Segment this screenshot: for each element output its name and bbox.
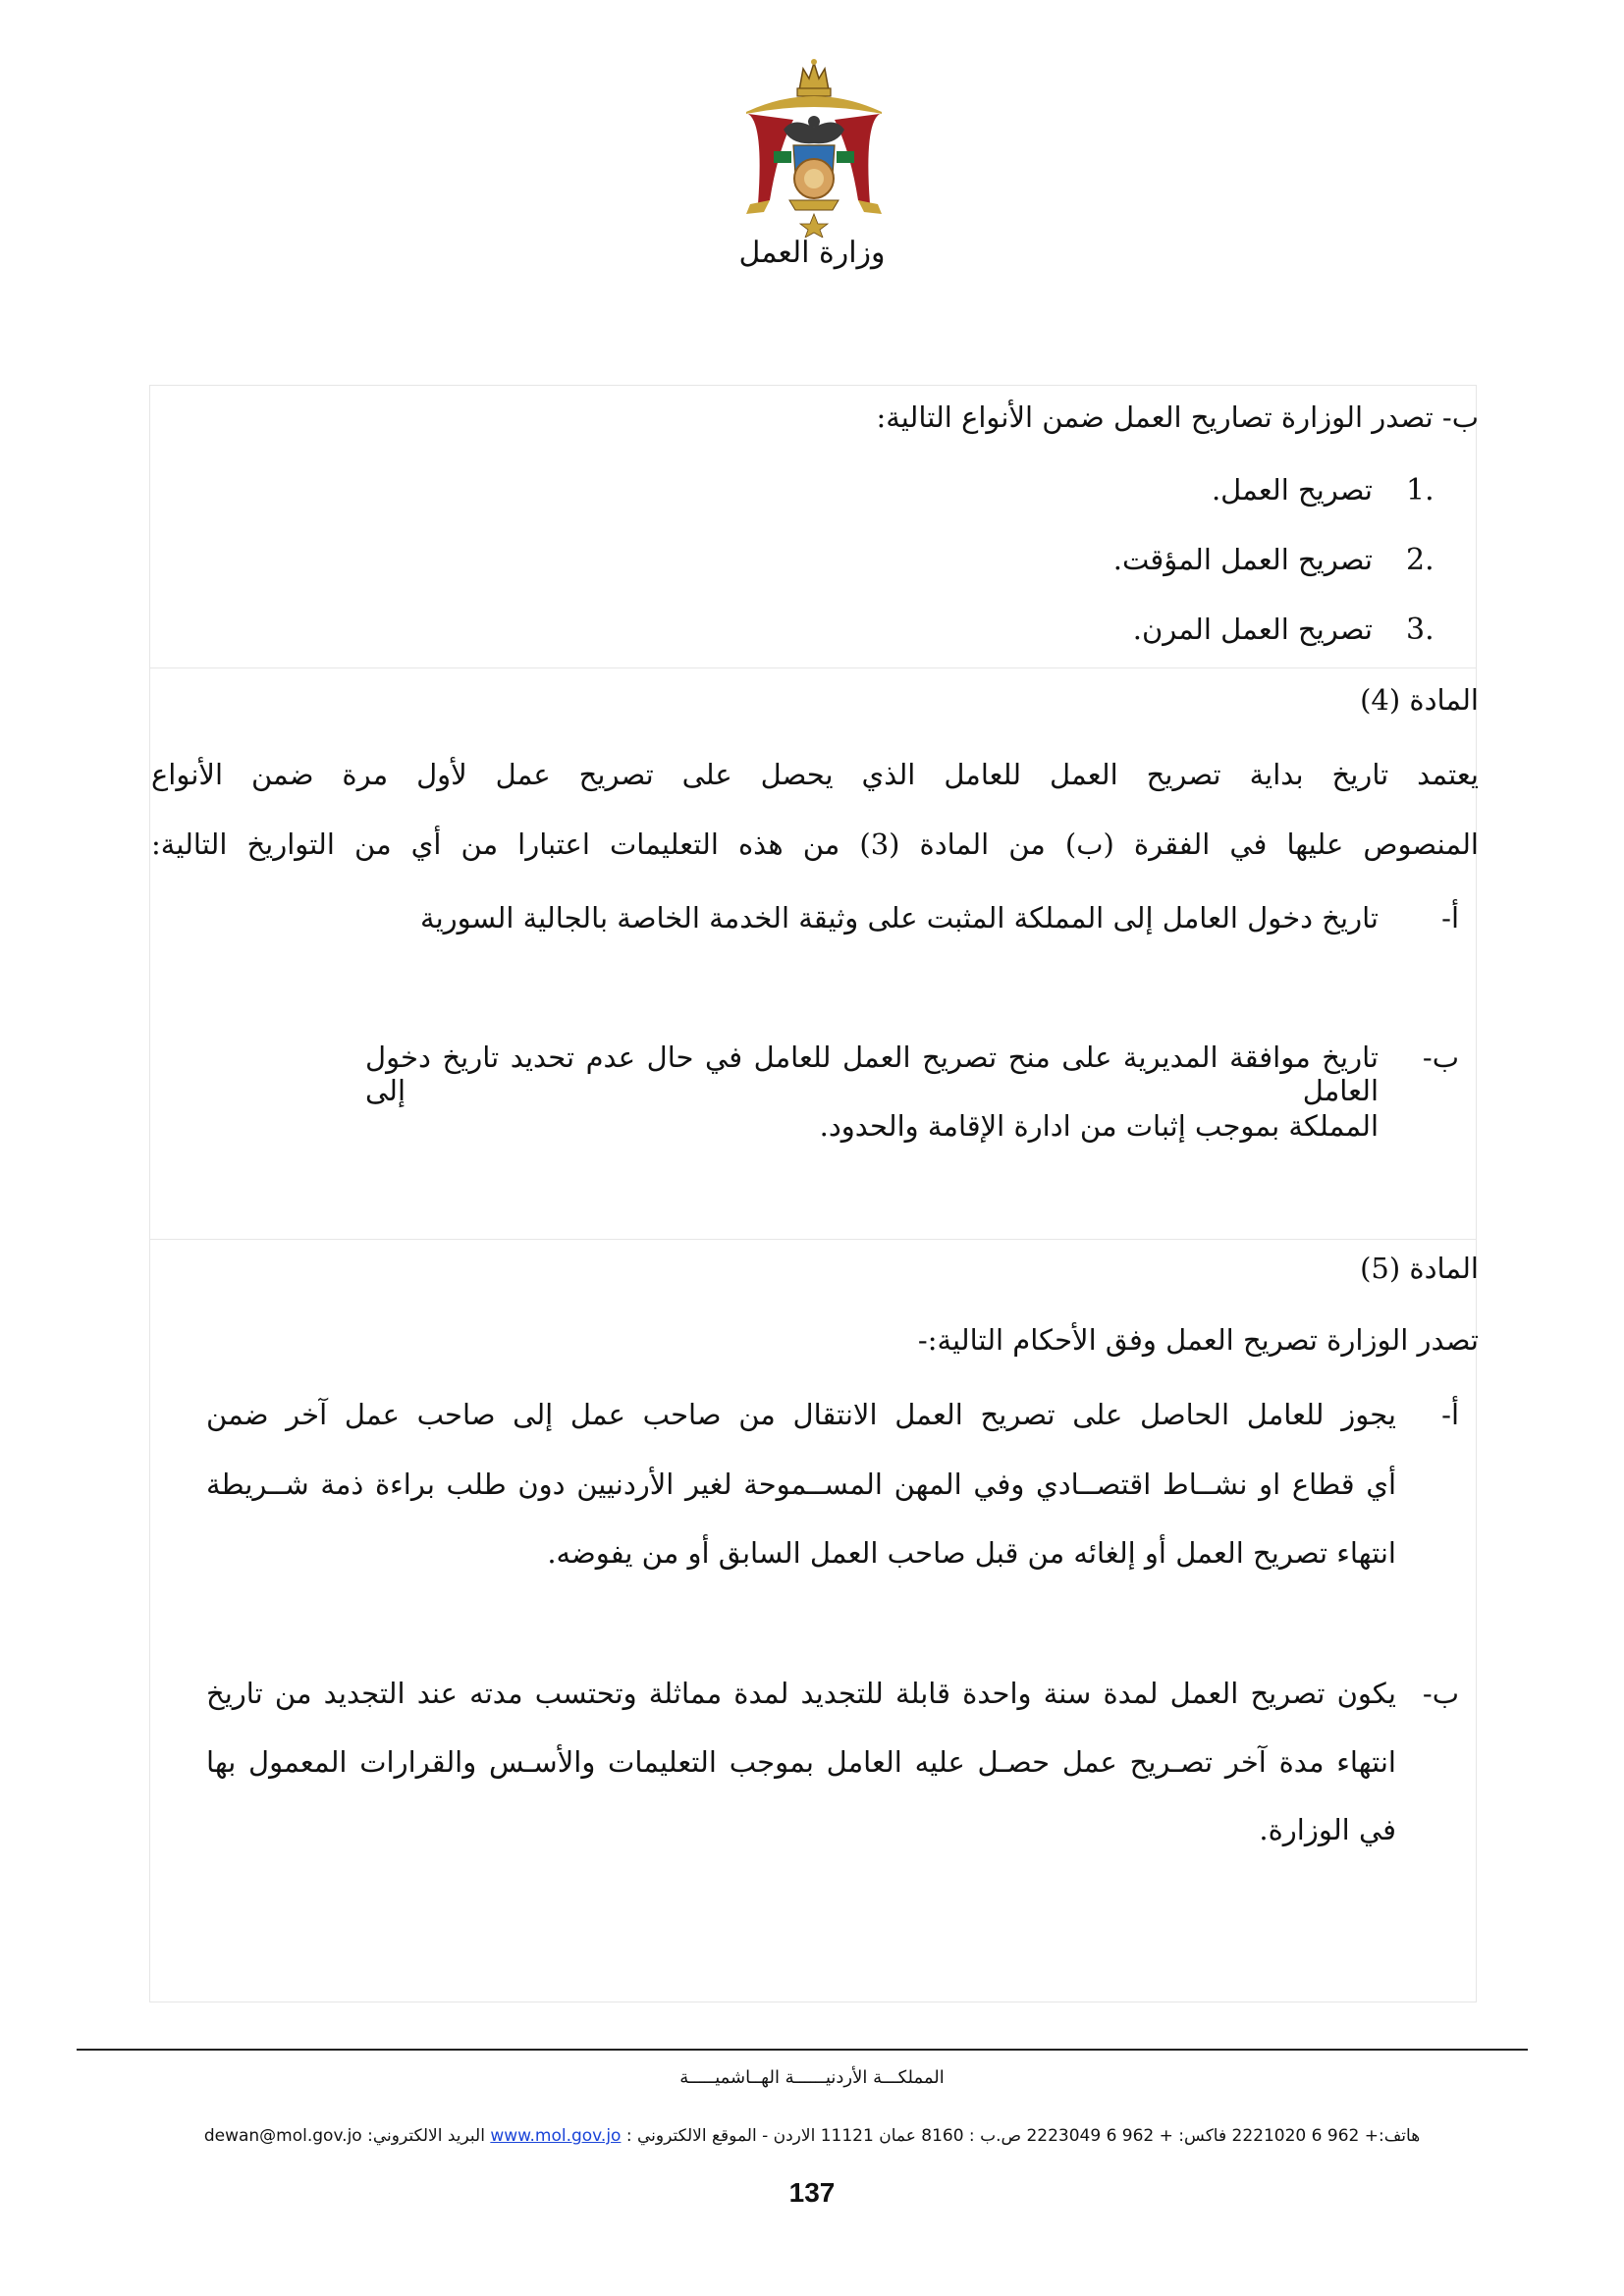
list-item: تصريح العمل.	[1211, 473, 1373, 507]
ministry-name: وزارة العمل	[738, 236, 886, 270]
article-paragraph: المنصوص عليها في الفقرة (ب) من المادة (3) من هذه التعليمات اعتبارا من أي من التواريخ التالية:	[151, 828, 1479, 861]
clause-label: أ-	[1441, 1398, 1459, 1431]
list-item: تصريح العمل المرن.	[1132, 613, 1373, 646]
article-title: المادة (5)	[1360, 1252, 1479, 1285]
article-intro: تصدر الوزارة تصريح العمل وفق الأحكام التالية:-	[917, 1323, 1479, 1357]
article-paragraph: يعتمد تاريخ بداية تصريح العمل للعامل الذي يحصل على تصريح عمل لأول مرة ضمن الأنواع	[151, 758, 1479, 791]
clause-text: أي قطاع او نشــاط اقتصــادي وفي المهن المســموحة لغير الأردنيين دون طلب براءة ذمة شــريطة	[206, 1468, 1396, 1501]
list-number: 3.	[1406, 613, 1435, 647]
footer-contact	[98, 2126, 1526, 2146]
footer-email-text: البريد الالكتروني: dewan@mol.gov.jo	[203, 2126, 491, 2146]
footer-kingdom: المملكـــة الأردنيــــــة الهــاشميـــــة	[679, 2067, 945, 2088]
article-title: المادة (4)	[1360, 683, 1479, 717]
clause-text: انتهاء تصريح العمل أو إلغائه من قبل صاحب العمل السابق أو من يفوضه.	[547, 1536, 1396, 1570]
list-number: 2.	[1406, 543, 1435, 577]
footer-divider	[77, 2049, 1528, 2051]
coat-of-arms-icon	[734, 57, 893, 238]
clause-label: أ-	[1441, 901, 1459, 934]
list-number: 1.	[1406, 473, 1435, 507]
list-item: تصريح العمل المؤقت.	[1112, 543, 1373, 576]
clause-label: ب-	[1422, 1677, 1459, 1710]
footer-contact-text: هاتف:+ 962 6 2221020 فاكس: + 962 6 2223049 ص.ب : 8160 عمان 11121 الاردن - الموقع الالكتروني :	[621, 2126, 1421, 2146]
clause-text: تاريخ دخول العامل إلى المملكة المثبت على وثيقة الخدمة الخاصة بالجالية السورية	[420, 901, 1379, 934]
section-divider	[149, 667, 1477, 668]
clause-text: تاريخ موافقة المديرية على منح تصريح العمل للعامل في حال عدم تحديد تاريخ دخول العامل إلى	[365, 1041, 1379, 1107]
section-b-intro: ب- تصدر الوزارة تصاريح العمل ضمن الأنواع التالية:	[876, 400, 1479, 434]
clause-text: في الوزارة.	[1259, 1813, 1396, 1846]
clause-text: المملكة بموجب إثبات من ادارة الإقامة والحدود.	[819, 1109, 1379, 1143]
page-number: 137	[788, 2177, 836, 2208]
clause-text: يجوز للعامل الحاصل على تصريح العمل الانتقال من صاحب عمل إلى صاحب عمل آخر ضمن	[206, 1398, 1396, 1431]
clause-text: انتهاء مدة آخر تصـريح عمل حصـل عليه العامل بموجب التعليمات والأسـس والقرارات المعمول بها	[206, 1745, 1396, 1779]
clause-text: يكون تصريح العمل لمدة سنة واحدة قابلة للتجديد لمدة مماثلة وتحتسب مدته عند التجديد من تاريخ	[206, 1677, 1396, 1710]
website-link[interactable]: www.mol.gov.jo	[490, 2126, 622, 2146]
clause-label: ب-	[1422, 1041, 1459, 1074]
section-divider	[149, 1239, 1477, 1240]
